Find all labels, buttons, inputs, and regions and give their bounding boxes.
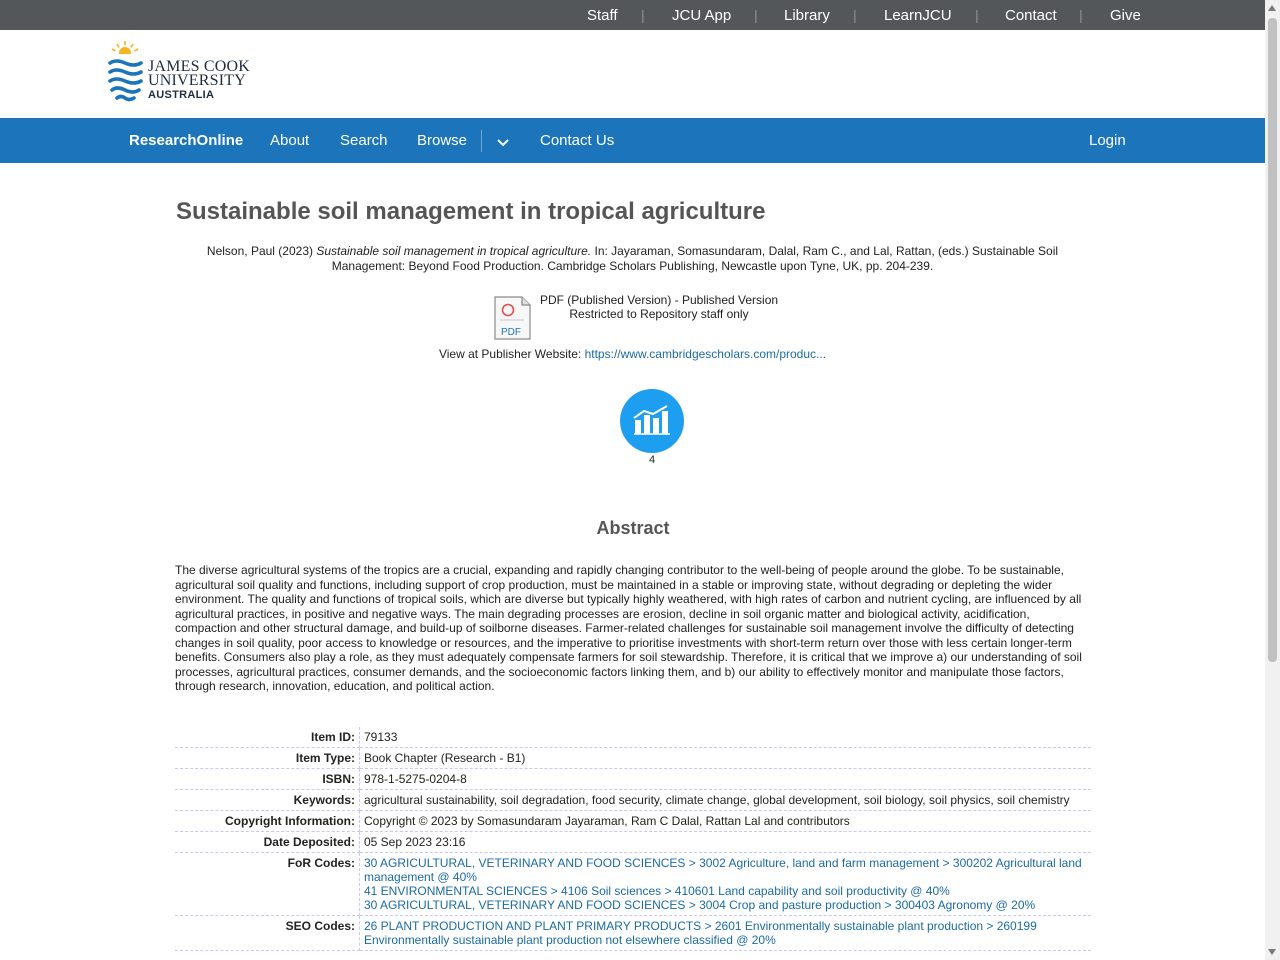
keywords-value: agricultural sustainability, soil degradation, food security, climate change, global development, soil biology, soil physics, soil chemistry xyxy=(360,790,1092,811)
scroll-up-arrow-icon[interactable] xyxy=(1268,5,1276,11)
document-format: PDF (Published Version) - Published Version xyxy=(539,293,779,307)
main-nav xyxy=(0,118,1265,163)
divider: | xyxy=(641,7,645,23)
for-codes-label: FoR Codes: xyxy=(175,853,360,916)
divider: | xyxy=(975,7,979,23)
top-link-give[interactable]: Give xyxy=(1110,7,1141,24)
top-link-learnjcu[interactable]: LearnJCU xyxy=(884,7,952,24)
sun-waves-icon xyxy=(108,40,146,102)
date-deposited-value: 05 Sep 2023 23:16 xyxy=(360,832,1092,853)
scroll-down-arrow-icon[interactable] xyxy=(1268,949,1276,955)
table-row xyxy=(175,727,1091,748)
top-link-staff[interactable]: Staff xyxy=(587,7,618,24)
nav-search[interactable]: Search xyxy=(340,132,388,149)
metrics-badge[interactable] xyxy=(620,389,684,453)
copyright-label: Copyright Information: xyxy=(175,811,360,832)
citation-authors: Nelson, Paul (2023) xyxy=(206,244,317,258)
table-row xyxy=(175,853,1091,916)
nav-contact-us[interactable]: Contact Us xyxy=(540,132,615,149)
nav-about[interactable]: About xyxy=(270,132,310,149)
logo-line-3: AUSTRALIA xyxy=(148,89,215,101)
document-access: Restricted to Repository staff only xyxy=(569,307,749,321)
isbn-label: ISBN: xyxy=(175,769,360,790)
for-code-link[interactable]: 41 ENVIRONMENTAL SCIENCES > 4106 Soil sciences > 410601 Land capability and soil productivity @ 40% xyxy=(364,884,950,898)
table-row xyxy=(175,769,1091,790)
logo-line-2: UNIVERSITY xyxy=(148,72,246,89)
for-codes-value xyxy=(360,853,1092,916)
citation-title: Sustainable soil management in tropical agriculture. xyxy=(316,244,592,258)
citation xyxy=(190,244,1075,274)
date-deposited-label: Date Deposited: xyxy=(175,832,360,853)
table-row xyxy=(175,916,1091,951)
chevron-down-icon[interactable] xyxy=(496,135,510,153)
jcu-logo[interactable] xyxy=(108,40,251,102)
divider: | xyxy=(1079,7,1083,23)
item-id-label: Item ID: xyxy=(175,727,360,748)
top-link-jcu-app[interactable]: JCU App xyxy=(672,7,732,24)
publisher-website xyxy=(320,347,945,361)
abstract-heading: Abstract xyxy=(596,518,670,538)
nav-browse[interactable]: Browse xyxy=(417,132,468,149)
top-link-library[interactable]: Library xyxy=(784,7,830,24)
for-code-link[interactable]: 30 AGRICULTURAL, VETERINARY AND FOOD SCIENCES > 3002 Agriculture, land and farm management > 300202 Agricultural land management @ 40% xyxy=(364,856,1082,884)
publisher-url-link[interactable]: https://www.cambridgescholars.com/produc... xyxy=(584,347,827,361)
pdf-document-icon[interactable] xyxy=(492,295,532,341)
nav-login[interactable]: Login xyxy=(1089,132,1126,149)
isbn-value: 978-1-5275-0204-8 xyxy=(360,769,1092,790)
page-scrollbar[interactable] xyxy=(1265,0,1280,960)
table-row xyxy=(175,748,1091,769)
nav-home-researchonline[interactable]: ResearchOnline xyxy=(129,132,244,149)
utility-bar xyxy=(0,0,1265,30)
top-link-contact[interactable]: Contact xyxy=(1005,7,1057,24)
for-code-link[interactable]: 30 AGRICULTURAL, VETERINARY AND FOOD SCIENCES > 3004 Crop and pasture production > 300403 Agronomy @ 20% xyxy=(364,898,1036,912)
pdf-icon-label: PDF xyxy=(501,327,521,338)
publisher-label: View at Publisher Website: xyxy=(438,347,585,361)
item-type-value: Book Chapter (Research - B1) xyxy=(360,748,1092,769)
table-row xyxy=(175,811,1091,832)
logo-line-1: JAMES COOK xyxy=(148,58,251,75)
table-row xyxy=(175,832,1091,853)
citation-details: In: Jayaraman, Somasundaram, Dalal, Ram C., and Lal, Rattan, (eds.) Sustainable Soil Management: Beyond Food Production. Cambridge Scholars Publishing, Newcastle upon Tyne, UK, pp. 204-239. xyxy=(331,244,1059,273)
metric-count: 4 xyxy=(648,454,656,466)
keywords-label: Keywords: xyxy=(175,790,360,811)
scrollbar-thumb[interactable] xyxy=(1268,18,1277,662)
page-title: Sustainable soil management in tropical agriculture xyxy=(176,198,766,225)
seo-codes-label: SEO Codes: xyxy=(175,916,360,951)
copyright-value: Copyright © 2023 by Somasundaram Jayaraman, Ram C Dalal, Rattan Lal and contributors xyxy=(360,811,1092,832)
seo-codes-value xyxy=(360,916,1092,951)
seo-code-link[interactable]: 26 PLANT PRODUCTION AND PLANT PRIMARY PRODUCTS > 2601 Environmentally sustainable plant production > 260199 Environmentally sustainable plant production not elsewhere classified @ 20% xyxy=(364,919,1037,947)
table-row xyxy=(175,790,1091,811)
item-type-label: Item Type: xyxy=(175,748,360,769)
item-id-value: 79133 xyxy=(360,727,1092,748)
bar-chart-icon xyxy=(620,389,684,453)
abstract-text: The diverse agricultural systems of the tropics are a crucial, expanding and rapidly changing contributor to the well-being of people around the globe. To be sustainable, agricultural soil quality and functions, including support of crop production, must be maintained in a stable or improving state, without degrading or depleting the wider environment. The quality and functions of tropical soils, which are diverse but typically highly weathered, with high rates of carbon and nutrient cycling, are influenced by all agricultural practices, in positive and negative ways. The main degrading processes are erosion, decline in soil organic matter and biological activity, acidification, compaction and other structural damage, and build-up of soilborne diseases. Farmer-related challenges for sustainable soil management involve the difficulty of detecting changes in soil quality, poor access to knowledge or resources, and the imperative to prioritise investments with short-term return over those with less certain longer-term benefits. Consumers also play a role, as they must adequately compensate farmers for soil stewardship. Therefore, it is critical that we improve a) our understanding of soil processes, agricultural practices, consumer demands, and the socioeconomic factors linking them, and b) our ability to effectively monitor and manipulate those factors, through research, innovation, education, and political action. xyxy=(175,563,1082,693)
divider: | xyxy=(754,7,758,23)
nav-divider xyxy=(481,130,482,152)
metadata-table xyxy=(175,727,1091,951)
divider: | xyxy=(853,7,857,23)
document-info xyxy=(532,293,786,321)
